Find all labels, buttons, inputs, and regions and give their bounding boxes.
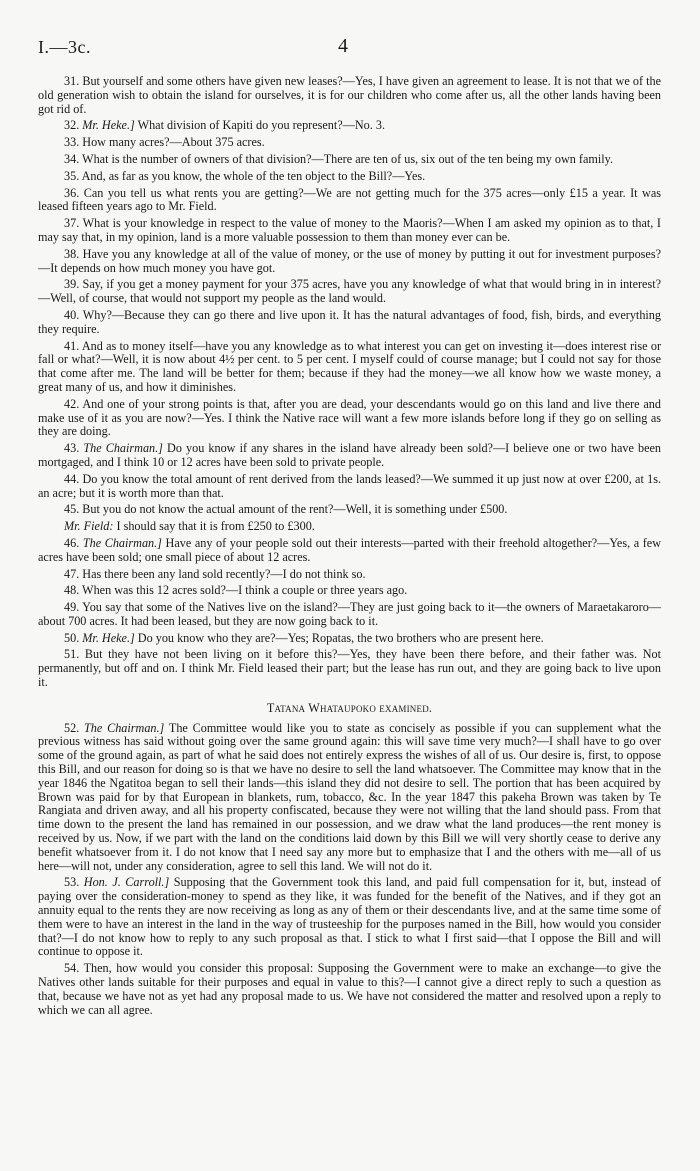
speaker-name: The Chairman.] [84, 720, 165, 735]
paragraph-p46 [38, 537, 661, 565]
paragraph-p31 [38, 75, 661, 116]
question-number: 46. [64, 535, 83, 550]
speaker-name: Mr. Heke.] [82, 630, 135, 645]
paragraph-text: 44. Do you know the total amount of rent derived from the lands leased?—We summed it up just now at over £200, at 1s. an acre; but it is worth more than that. [38, 471, 661, 500]
paragraph-p42 [38, 398, 661, 439]
paragraph-p48 [38, 584, 661, 598]
question-number: 53. [64, 875, 84, 890]
paragraph-text: 48. When was this 12 acres sold?—I think a couple or three years ago. [64, 583, 408, 598]
speaker-name: The Chairman.] [83, 441, 163, 456]
paragraph-text: 31. But yourself and some others have given new leases?—Yes, I have given an agreement to lease. It is not that we of the old generation wish to obtain the island for ourselves, it is for our children who come after us, all the other lands having been got rid of. [38, 74, 661, 116]
paragraph-text: 35. And, as far as you know, the whole of the ten object to the Bill?—Yes. [64, 168, 426, 183]
paragraph-p38 [38, 248, 661, 276]
paragraph-text: 37. What is your knowledge in respect to the value of money to the Maoris?—When I am asked my opinion as to that, I may say that, in my opinion, land is a more valuable possession to them than money ever can be. [38, 216, 661, 244]
paragraph-text: 34. What is the number of owners of that division?—There are ten of us, six out of the ten being my own family. [64, 151, 613, 166]
paragraph-p53 [38, 876, 661, 959]
paragraph-p33 [38, 136, 661, 150]
speaker-name: Mr. Field: [64, 519, 114, 534]
paragraph-p40 [38, 309, 661, 337]
paragraph-text: 40. Why?—Because they can go there and live upon it. It has the natural advantages of food, fish, birds, and everything they require. [38, 307, 661, 336]
paragraph-p47 [38, 568, 661, 582]
paragraph-text: 51. But they have not been living on it before this?—Yes, they have been there before, and their father was. Not permanently, but off and on. I think Mr. Field leased their part; but the lease has run out, and they are going back to live upon it. [38, 647, 661, 690]
paragraph-p39 [38, 278, 661, 306]
paragraph-text: 49. You say that some of the Natives live on the island?—They are just going back to it—the owners of Maraetakaroro—about 700 acres. It had been leased, but they are now going back to it. [38, 600, 661, 628]
testimony-section-1 [38, 75, 661, 690]
paragraph-text: 38. Have you any knowledge at all of the value of money, or the use of money by putting it out for investment purposes?—It depends on how much money you have got. [38, 246, 661, 275]
paragraph-text: Supposing that the Government took this land, and paid full compensation for it, but, instead of paying over the consideration-money to spend as they like, it was funded for the benefit of the Natives, and if they got an annuity equal to the rents they are now receiving as long as any of them or their descendants live, and at the same time some of them were to have an interest in the land in the way of trusteeship for the purposes named in the Bill, how would you consider that?—I do not know how to reply to any such proposal as that. I stick to what I first said—that I oppose the Bill and will continue to oppose it. [38, 875, 661, 959]
question-number: 50. [64, 630, 83, 645]
paragraph-text: 41. And as to money itself—have you any knowledge as to what interest you can get on investing it—does interest rise or fall or what?—Well, it is now about 4½ per cent. to 5 per cent. I myself could of course manage; but I could not say for those that come after me. The land will be better for them; because if they had the money—we all know how we waste money, a great many of us, and how it diminishes. [38, 338, 661, 394]
paragraph-p45 [38, 503, 661, 517]
paragraph-p43 [38, 442, 661, 470]
paragraph-p32 [38, 119, 661, 133]
paragraph-p44 [38, 473, 661, 501]
paragraph-p41 [38, 340, 661, 395]
paragraph-p45b [38, 520, 661, 534]
paragraph-p37 [38, 217, 661, 245]
document-body [38, 75, 661, 1017]
paragraph-p49 [38, 601, 661, 629]
paragraph-text: 54. Then, how would you consider this proposal: Supposing the Government were to make an exchange—to give the Natives other lands suitable for their purposes and equal in value to this?—I cannot give a direct reply to such a question as that, because we have not as yet had any proposal made to us. We have not considered the matter and resolved upon a reply to which we can all agree. [38, 961, 661, 1017]
paragraph-text: Do you know if any shares in the island have already been sold?—I believe one or two have been mortgaged, and I think 10 or 12 acres have been sold to private people. [38, 441, 661, 469]
paragraph-text: What division of Kapiti do you represent?—No. 3. [134, 118, 385, 133]
page-number: 4 [338, 35, 348, 57]
paragraph-text: Have any of your people sold out their interests—parted with their freehold altogether?—Yes, a few acres have been sold; one small piece of about 12 acres. [38, 535, 661, 564]
question-number: 32. [64, 118, 83, 133]
paragraph-p51 [38, 648, 661, 689]
paragraph-text: 47. Has there been any land sold recently?—I do not think so. [64, 566, 366, 581]
paragraph-text: Do you know who they are?—Yes; Ropatas, the two brothers who are present here. [134, 630, 544, 645]
document-reference: I.—3c. [38, 37, 91, 57]
question-number: 52. [64, 720, 85, 735]
paragraph-p50 [38, 632, 661, 646]
paragraph-text: 42. And one of your strong points is that, after you are dead, your descendants would go on this land and live there and make use of it as you are now?—Yes. I think the Native race will want a few more islands before long if they go on selling as they are doing. [38, 396, 661, 439]
testimony-section-2 [38, 722, 661, 1018]
paragraph-text: 36. Can you tell us what rents you are getting?—We are not getting much for the 375 acres—only £15 a year. It was leased fifteen years ago to Mr. Field. [38, 185, 661, 214]
speaker-name: Mr. Heke.] [82, 118, 135, 133]
paragraph-text: 39. Say, if you get a money payment for your 375 acres, have you any knowledge of what that would bring in in interest?—Well, of course, that would not support my people as the land would. [38, 277, 661, 306]
paragraph-text: The Committee would like you to state as concisely as possible if you can supplement what the previous witness has said without going over the same ground again: this will save time very much?—I shall have to go over some of the ground again, as part of what he said does not entirely express the wishes of all of us. Our desire is, first, to oppose this Bill, and our reason for doing so is that we have no desire to sell the land whatsoever. The Committee may know that in the year 1846 the Ngatitoa began to sell their lands—this island they did not desire to sell. The portion that has been acquired by Brown was paid for by that European in blankets, rum, tobacco, &c. In the year 1847 this pakeha Brown was taken by Te Rangiata and driven away, and all his property confiscated, because they were not willing that the land should pass. From that time down to the present the land has remained in our possession, and we draw what the land produces—the rent money is received by us. Now, if we part with the land on the conditions laid down by this Bill we will very shortly cease to derive any benefit whatsoever from it. I do not know that I need say any more but to emphasize that I and the others with me—all of us here—will not, under any consideration, agree to sell this land. We will not do it. [38, 720, 661, 873]
paragraph-text: 33. How many acres?—About 375 acres. [64, 135, 265, 150]
paragraph-p36 [38, 187, 661, 215]
paragraph-p34 [38, 153, 661, 167]
paragraph-text: I should say that it is from £250 to £300. [113, 519, 315, 534]
paragraph-p52 [38, 722, 661, 874]
speaker-name: The Chairman.] [82, 535, 162, 550]
section-heading: Tatana Whataupoko examined. [266, 700, 433, 715]
speaker-name: Hon. J. Carroll.] [83, 875, 170, 890]
paragraph-p54 [38, 962, 661, 1017]
paragraph-p35 [38, 170, 661, 184]
question-number: 43. [64, 441, 84, 456]
paragraph-text: 45. But you do not know the actual amount of the rent?—Well, it is something under £500. [64, 502, 508, 517]
